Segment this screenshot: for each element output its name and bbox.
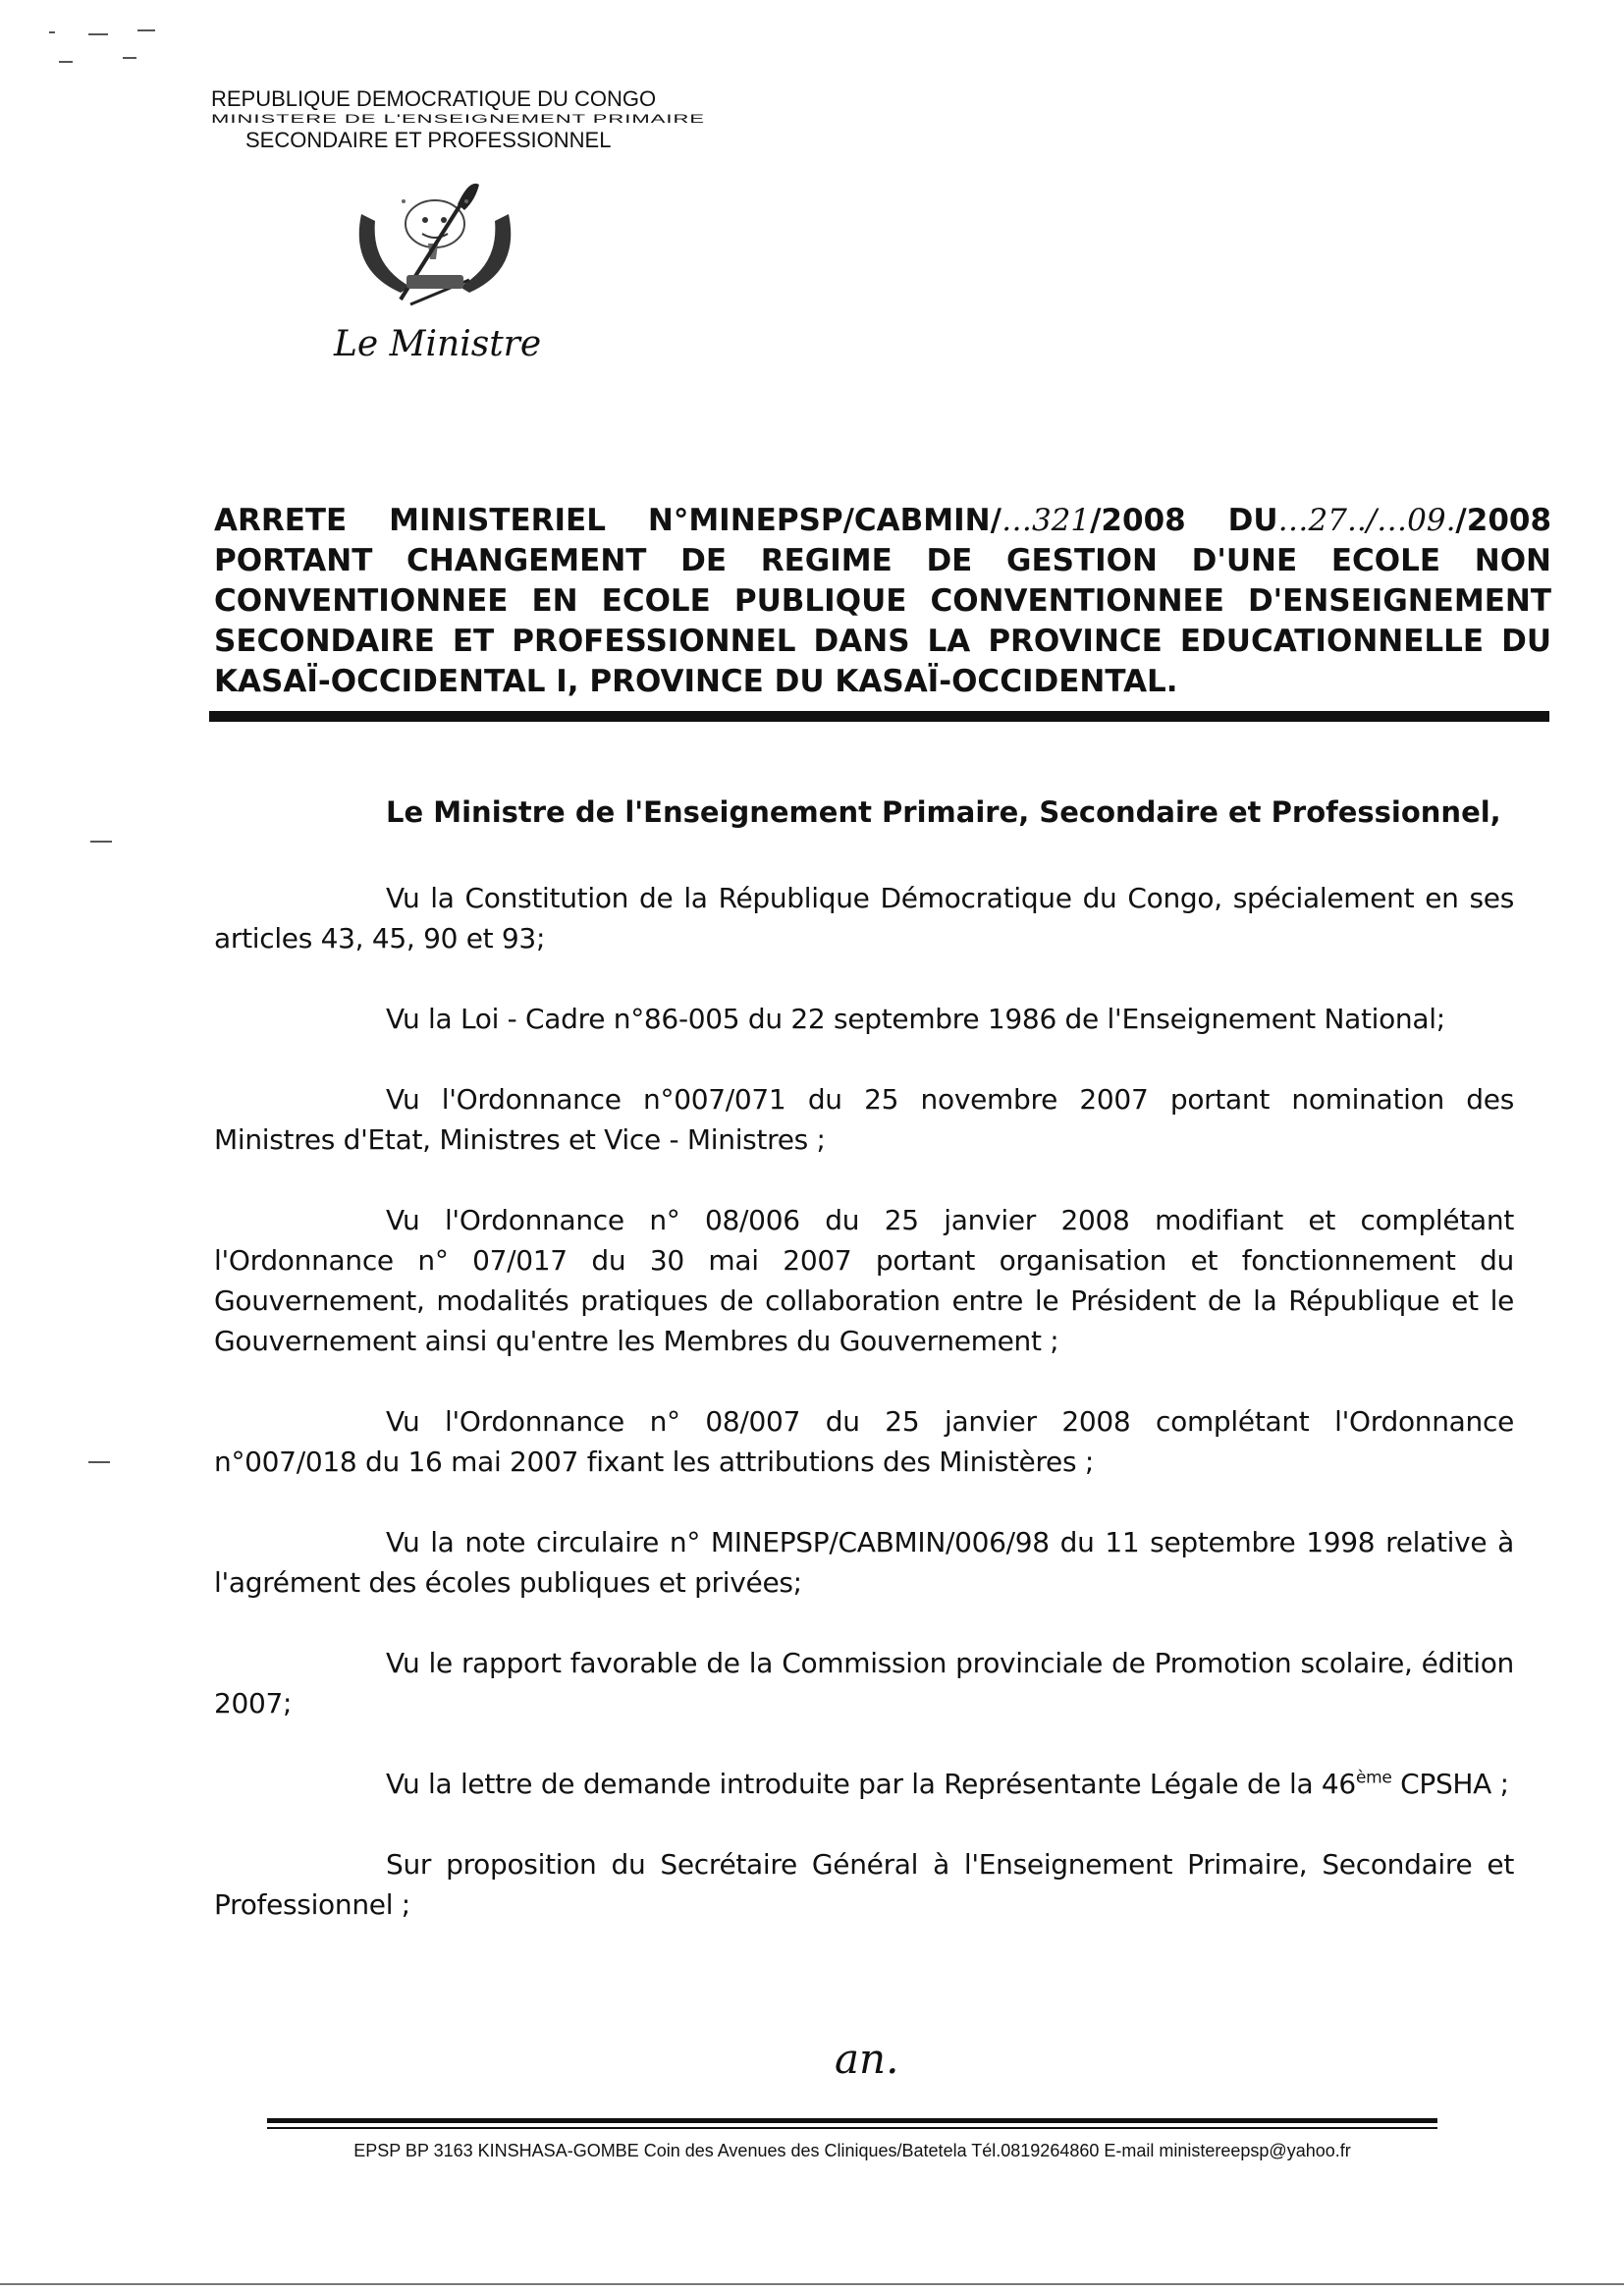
scan-mark xyxy=(88,1461,110,1463)
decree-body xyxy=(214,795,1514,1925)
scan-mark xyxy=(49,31,55,33)
paragraph-constitution: Vu la Constitution de la République Démocratique du Congo, spécialement en ses articles 43, 45, 90 et 93; xyxy=(214,882,1514,955)
lettre-end: CPSHA ; xyxy=(1391,1768,1509,1800)
paragraph-ordonnance-attributions: Vu l'Ordonnance n° 08/007 du 25 janvier 2008 complétant l'Ordonnance n°007/018 du 16 mai 2007 fixant les attributions des Ministères ; xyxy=(214,1405,1514,1478)
letterhead xyxy=(201,86,751,153)
title-line-4: SECONDAIRE ET PROFESSIONNEL DANS LA PROVINCE EDUCATIONNELLE DU xyxy=(214,624,1551,659)
coat-of-arms-emblem xyxy=(342,177,528,319)
handwritten-initials: an. xyxy=(835,2035,899,2083)
title-ministeriel: MINISTERIEL xyxy=(389,503,606,538)
page-bottom-edge xyxy=(0,2283,1624,2285)
title-date-month: /…09. xyxy=(1366,503,1456,538)
decree-title xyxy=(214,501,1551,702)
scan-mark xyxy=(137,29,155,31)
title-line-2: PORTANT CHANGEMENT DE REGIME DE GESTION D'UNE ECOLE NON xyxy=(214,543,1551,578)
paragraph-ordonnance-organisation: Vu l'Ordonnance n° 08/006 du 25 janvier 2008 modifiant et complétant l'Ordonnance n° 07/017 du 30 mai 2007 portant organisation et fonctionnement du Gouvernement, modalités pratiques de collaboration entre le Président de la République et le Gouvernement ainsi qu'entre les Membres du Gouvernement ; xyxy=(214,1204,1514,1357)
paragraph-lettre xyxy=(214,1764,1514,1804)
title-date xyxy=(1228,503,1551,538)
title-du: DU xyxy=(1227,503,1278,538)
scan-mark xyxy=(88,33,108,35)
header-ministry: MINISTERE DE L'ENSEIGNEMENT PRIMAIRE xyxy=(211,112,706,126)
minister-heading: Le Ministre de l'Enseignement Primaire, Secondaire et Professionnel, xyxy=(386,795,1501,829)
title-arrete: ARRETE xyxy=(214,503,348,538)
title-line-1 xyxy=(214,501,1551,541)
paragraph-rapport: Vu le rapport favorable de la Commission provinciale de Promotion scolaire, édition 2007; xyxy=(214,1647,1514,1720)
scan-mark xyxy=(90,841,112,843)
paragraph-loi-cadre: Vu la Loi - Cadre n°86-005 du 22 septembre 1986 de l'Enseignement National; xyxy=(386,1003,1445,1035)
footer-address: EPSP BP 3163 KINSHASA-GOMBE Coin des Avenues des Cliniques/Batetela Tél.0819264860 E-mail ministereepsp@yahoo.fr xyxy=(353,2141,1351,2160)
title-ref-prefix: N°MINEPSP/CABMIN/ xyxy=(647,503,1001,538)
lettre-text: Vu la lettre de demande introduite par la Représentante Légale de la 46 xyxy=(386,1768,1356,1800)
footer-rule xyxy=(267,2118,1437,2123)
title-ref xyxy=(648,503,1186,538)
paragraph-ordonnance-nomination: Vu l'Ordonnance n°007/071 du 25 novembre 2007 portant nomination des Ministres d'Etat, Ministres et Vice - Ministres ; xyxy=(214,1083,1514,1156)
paragraph-proposition: Sur proposition du Secrétaire Général à l'Enseignement Primaire, Secondaire et Professionnel ; xyxy=(214,1848,1514,1921)
scan-mark xyxy=(123,57,136,59)
title-date-year: /2008 xyxy=(1455,503,1552,538)
lettre-superscript: ème xyxy=(1355,1768,1392,1788)
signature-title: Le Ministre xyxy=(334,324,542,364)
title-date-day: …27.. xyxy=(1277,503,1367,538)
title-ref-year: /2008 xyxy=(1090,503,1186,538)
paragraph-note-circulaire: Vu la note circulaire n° MINEPSP/CABMIN/006/98 du 11 septembre 1998 relative à l'agrément des écoles publiques et privées; xyxy=(214,1526,1514,1599)
title-divider xyxy=(209,711,1549,722)
scan-mark xyxy=(59,61,73,63)
title-line-3: CONVENTIONNEE EN ECOLE PUBLIQUE CONVENTIONNEE D'ENSEIGNEMENT xyxy=(214,583,1551,619)
title-line-5: KASAÏ-OCCIDENTAL I, PROVINCE DU KASAÏ-OCCIDENTAL. xyxy=(214,664,1178,699)
header-country: REPUBLIQUE DEMOCRATIQUE DU CONGO xyxy=(211,86,657,111)
title-ref-number: …321 xyxy=(1001,503,1091,538)
header-ministry-cont: SECONDAIRE ET PROFESSIONNEL xyxy=(245,128,612,152)
footer-rule-thin xyxy=(267,2127,1437,2129)
